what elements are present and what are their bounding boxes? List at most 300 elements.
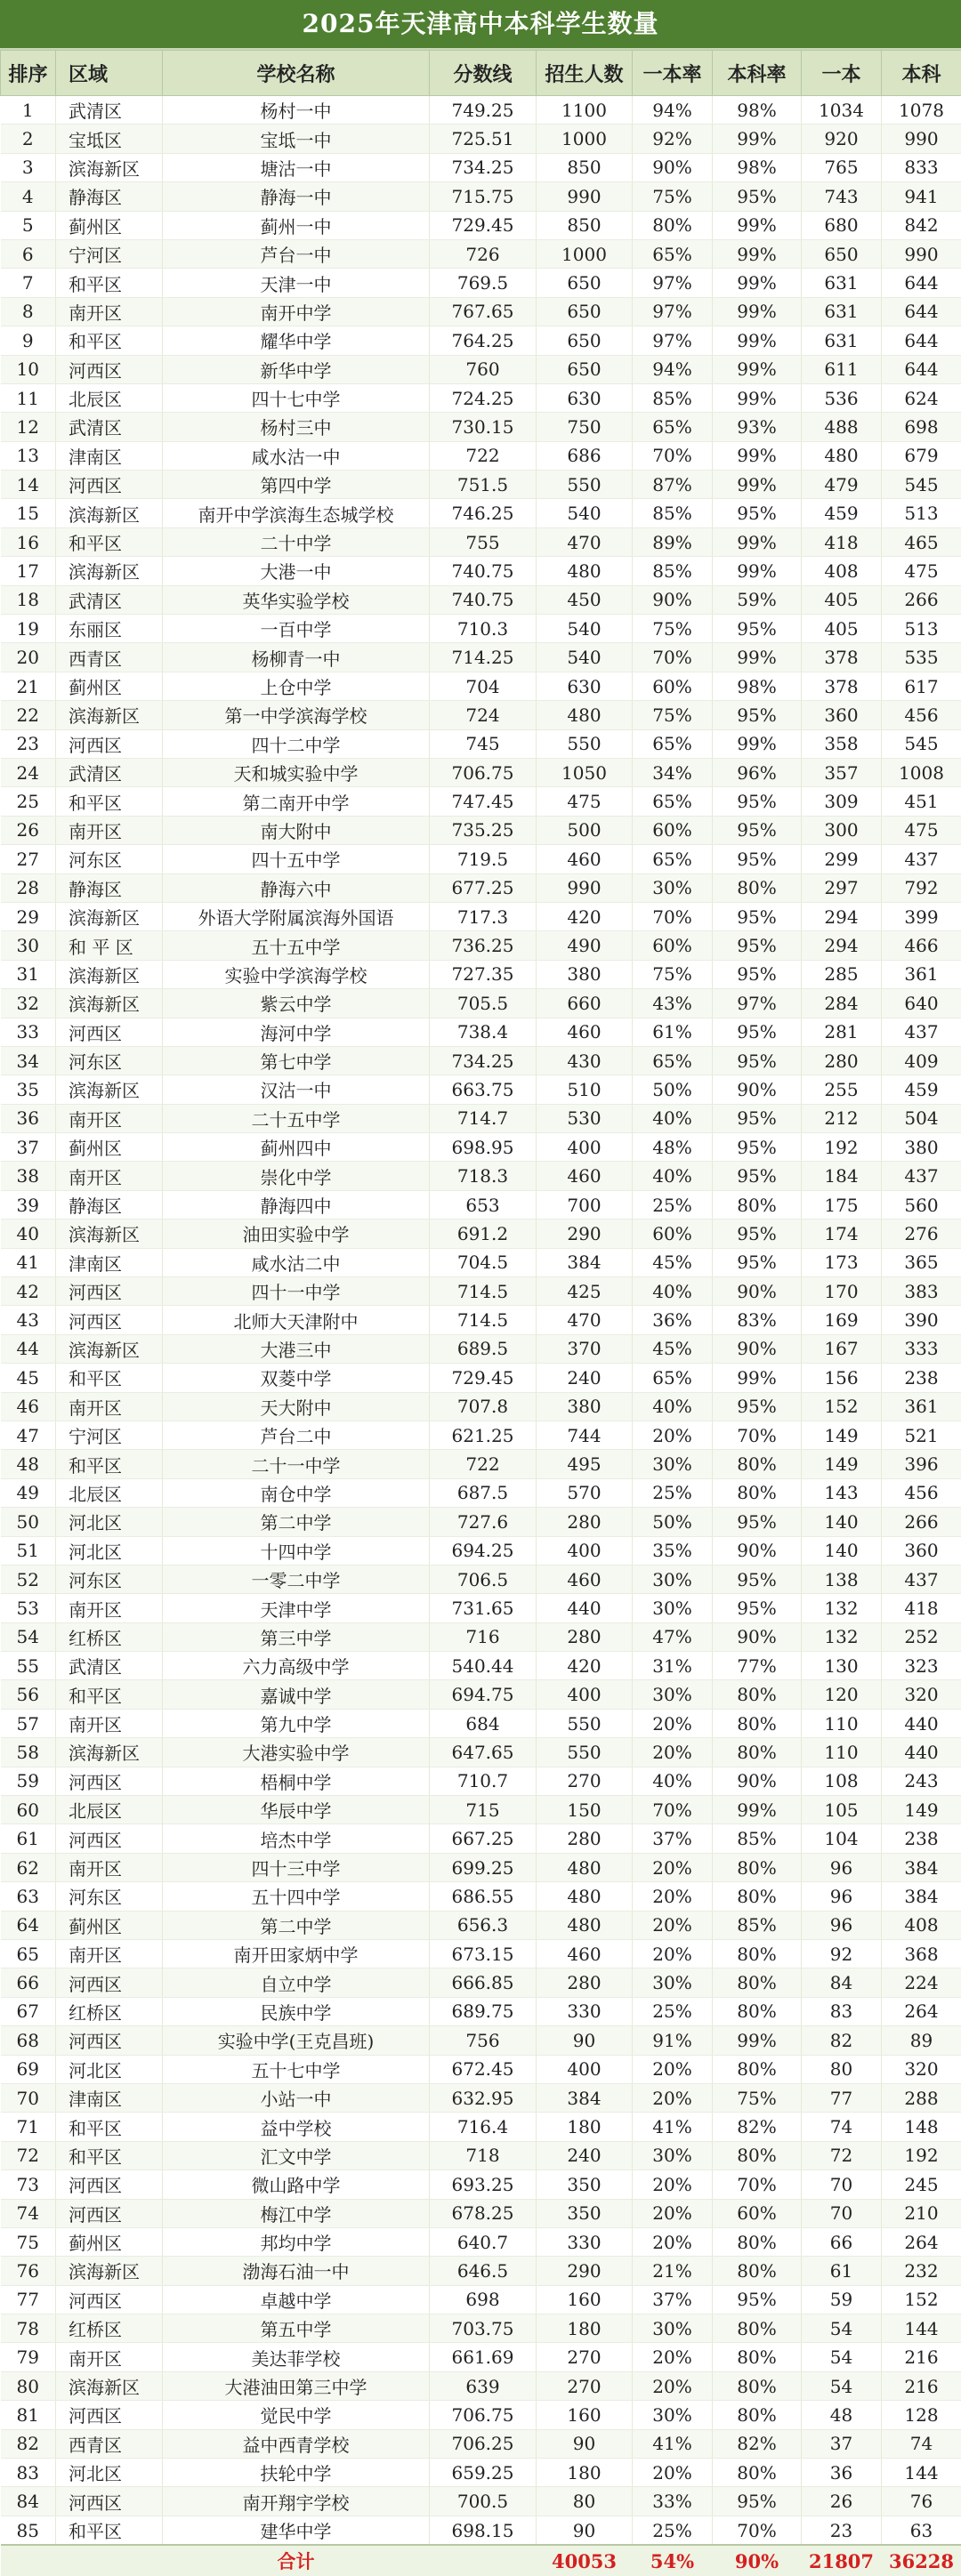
- cell-tier1-rate: 47%: [633, 1622, 713, 1651]
- cell-district: 和平区: [56, 2113, 163, 2141]
- cell-rank: 73: [1, 2170, 56, 2199]
- cell-enrollment: 90: [537, 2026, 633, 2055]
- cell-enrollment: 490: [537, 931, 633, 960]
- header-rank: 排序: [1, 51, 56, 96]
- cell-cutoff: 740.75: [430, 557, 537, 585]
- cell-district: 东丽区: [56, 615, 163, 643]
- cell-undergrad-rate: 99%: [713, 211, 802, 239]
- cell-undergrad-rate: 80%: [713, 1882, 802, 1911]
- cell-tier1-rate: 97%: [633, 269, 713, 297]
- cell-undergrad-rate: 90%: [713, 1334, 802, 1363]
- cell-undergrad: 365: [882, 1248, 961, 1276]
- cell-district: 河东区: [56, 845, 163, 873]
- table-row: [1, 2199, 961, 2227]
- table-row: [1, 816, 961, 844]
- cell-undergrad: 243: [882, 1767, 961, 1795]
- cell-rank: 29: [1, 902, 56, 930]
- cell-district: 南开区: [56, 1162, 163, 1190]
- cell-tier1-rate: 75%: [633, 182, 713, 211]
- cell-cutoff: 540.44: [430, 1652, 537, 1680]
- cell-school: 大港实验中学: [163, 1738, 430, 1767]
- cell-school: 益中西青学校: [163, 2429, 430, 2458]
- cell-district: 南开区: [56, 297, 163, 326]
- cell-school: 英华实验学校: [163, 585, 430, 614]
- cell-tier1-rate: 48%: [633, 1133, 713, 1162]
- cell-tier1-rate: 85%: [633, 557, 713, 585]
- table-row: [1, 1392, 961, 1421]
- header-district: 区域: [56, 51, 163, 96]
- cell-district: 津南区: [56, 1248, 163, 1276]
- cell-district: 河西区: [56, 1968, 163, 1997]
- cell-cutoff: 751.5: [430, 471, 537, 499]
- cell-district: 北辰区: [56, 383, 163, 412]
- cell-undergrad: 624: [882, 383, 961, 412]
- cell-enrollment: 460: [537, 1940, 633, 1968]
- cell-cutoff: 632.95: [430, 2083, 537, 2112]
- cell-school: 华辰中学: [163, 1796, 430, 1824]
- table-row: [1, 1421, 961, 1449]
- cell-district: 红桥区: [56, 1622, 163, 1651]
- cell-undergrad-rate: 98%: [713, 96, 802, 125]
- cell-enrollment: 475: [537, 787, 633, 816]
- cell-undergrad: 390: [882, 1306, 961, 1334]
- cell-school: 二十中学: [163, 527, 430, 556]
- cell-tier1-rate: 65%: [633, 239, 713, 268]
- table-row: [1, 1853, 961, 1881]
- cell-tier1: 255: [802, 1075, 882, 1104]
- cell-enrollment: 1000: [537, 125, 633, 153]
- cell-tier1-rate: 50%: [633, 1508, 713, 1536]
- cell-district: 西青区: [56, 643, 163, 672]
- cell-tier1: 309: [802, 787, 882, 816]
- cell-enrollment: 1000: [537, 239, 633, 268]
- cell-rank: 39: [1, 1190, 56, 1219]
- cell-undergrad: 149: [882, 1796, 961, 1824]
- cell-undergrad: 990: [882, 125, 961, 153]
- cell-district: 滨海新区: [56, 557, 163, 585]
- cell-tier1: 83: [802, 1997, 882, 2025]
- cell-school: 南开翔宇学校: [163, 2487, 430, 2516]
- cell-undergrad: 440: [882, 1709, 961, 1737]
- cell-tier1: 84: [802, 1968, 882, 1997]
- table-row: [1, 2371, 961, 2400]
- cell-tier1: 77: [802, 2083, 882, 2112]
- cell-enrollment: 350: [537, 2199, 633, 2227]
- cell-tier1: 82: [802, 2026, 882, 2055]
- table-row: [1, 1306, 961, 1334]
- table-row: [1, 1565, 961, 1593]
- cell-undergrad: 440: [882, 1738, 961, 1767]
- cell-tier1: 631: [802, 297, 882, 326]
- cell-tier1-rate: 37%: [633, 1824, 713, 1853]
- cell-undergrad-rate: 99%: [713, 383, 802, 412]
- cell-undergrad: 456: [882, 1478, 961, 1507]
- cell-tier1-rate: 60%: [633, 816, 713, 844]
- cell-tier1-rate: 30%: [633, 2314, 713, 2343]
- cell-rank: 52: [1, 1565, 56, 1593]
- cell-district: 滨海新区: [56, 153, 163, 181]
- cell-cutoff: 705.5: [430, 989, 537, 1018]
- cell-school: 四十五中学: [163, 845, 430, 873]
- cell-tier1: 611: [802, 355, 882, 383]
- cell-school: 四十七中学: [163, 383, 430, 412]
- cell-enrollment: 400: [537, 1680, 633, 1709]
- cell-rank: 26: [1, 816, 56, 844]
- cell-district: 北辰区: [56, 1796, 163, 1824]
- cell-tier1-rate: 87%: [633, 471, 713, 499]
- cell-district: 河北区: [56, 2055, 163, 2083]
- cell-cutoff: 621.25: [430, 1421, 537, 1449]
- cell-enrollment: 750: [537, 413, 633, 441]
- cell-cutoff: 718: [430, 2141, 537, 2169]
- cell-rank: 85: [1, 2516, 56, 2545]
- cell-undergrad-rate: 80%: [713, 1450, 802, 1478]
- cell-enrollment: 460: [537, 1162, 633, 1190]
- table-row: [1, 1104, 961, 1132]
- cell-cutoff: 724: [430, 701, 537, 729]
- cell-cutoff: 699.25: [430, 1853, 537, 1881]
- cell-undergrad: 245: [882, 2170, 961, 2199]
- cell-district: 和平区: [56, 326, 163, 355]
- cell-tier1: 192: [802, 1133, 882, 1162]
- cell-tier1: 110: [802, 1738, 882, 1767]
- table-row: [1, 902, 961, 930]
- cell-undergrad: 456: [882, 701, 961, 729]
- cell-school: 十四中学: [163, 1536, 430, 1565]
- cell-school: 咸水沽二中: [163, 1248, 430, 1276]
- table-row: [1, 1911, 961, 1939]
- cell-undergrad-rate: 95%: [713, 1018, 802, 1046]
- table-row: [1, 1508, 961, 1536]
- cell-enrollment: 290: [537, 1220, 633, 1248]
- cell-tier1: 74: [802, 2113, 882, 2141]
- cell-enrollment: 460: [537, 845, 633, 873]
- cell-cutoff: 722: [430, 441, 537, 470]
- cell-undergrad: 409: [882, 1046, 961, 1075]
- cell-undergrad-rate: 95%: [713, 1565, 802, 1593]
- cell-district: 蓟州区: [56, 2227, 163, 2256]
- cell-undergrad: 360: [882, 1536, 961, 1565]
- cell-cutoff: 706.75: [430, 2401, 537, 2429]
- cell-rank: 8: [1, 297, 56, 326]
- cell-undergrad-rate: 99%: [713, 125, 802, 153]
- table-row: [1, 527, 961, 556]
- cell-cutoff: 663.75: [430, 1075, 537, 1104]
- cell-rank: 35: [1, 1075, 56, 1104]
- cell-tier1-rate: 30%: [633, 1680, 713, 1709]
- cell-undergrad-rate: 83%: [713, 1306, 802, 1334]
- cell-tier1: 680: [802, 211, 882, 239]
- cell-tier1: 26: [802, 2487, 882, 2516]
- cell-undergrad: 644: [882, 326, 961, 355]
- cell-cutoff: 725.51: [430, 125, 537, 153]
- cell-rank: 56: [1, 1680, 56, 1709]
- table-row: [1, 931, 961, 960]
- cell-undergrad: 644: [882, 269, 961, 297]
- cell-school: 微山路中学: [163, 2170, 430, 2199]
- cell-tier1: 61: [802, 2257, 882, 2285]
- cell-school: 一零二中学: [163, 1565, 430, 1593]
- cell-undergrad-rate: 80%: [713, 2371, 802, 2400]
- table-row: [1, 153, 961, 181]
- cell-cutoff: 686.55: [430, 1882, 537, 1911]
- cell-enrollment: 460: [537, 1565, 633, 1593]
- cell-tier1: 488: [802, 413, 882, 441]
- cell-school: 南仓中学: [163, 1478, 430, 1507]
- cell-school: 天和城实验中学: [163, 758, 430, 786]
- cell-enrollment: 180: [537, 2314, 633, 2343]
- table-row: [1, 758, 961, 786]
- cell-enrollment: 660: [537, 989, 633, 1018]
- cell-rank: 47: [1, 1421, 56, 1449]
- cell-tier1: 299: [802, 845, 882, 873]
- cell-rank: 28: [1, 873, 56, 902]
- cell-cutoff: 767.65: [430, 297, 537, 326]
- cell-undergrad-rate: 85%: [713, 1824, 802, 1853]
- table-row: [1, 2141, 961, 2169]
- cell-undergrad: 437: [882, 1565, 961, 1593]
- cell-enrollment: 990: [537, 873, 633, 902]
- cell-school: 海河中学: [163, 1018, 430, 1046]
- cell-district: 和平区: [56, 2141, 163, 2169]
- cell-undergrad: 323: [882, 1652, 961, 1680]
- cell-undergrad: 396: [882, 1450, 961, 1478]
- cell-enrollment: 540: [537, 499, 633, 527]
- cell-school: 大港一中: [163, 557, 430, 585]
- table-row: [1, 1133, 961, 1162]
- table-row: [1, 2487, 961, 2516]
- cell-rank: 1: [1, 96, 56, 125]
- cell-undergrad-rate: 80%: [713, 2227, 802, 2256]
- cell-undergrad-rate: 95%: [713, 1133, 802, 1162]
- cell-district: 南开区: [56, 1392, 163, 1421]
- cell-undergrad-rate: 82%: [713, 2429, 802, 2458]
- cell-rank: 25: [1, 787, 56, 816]
- cell-cutoff: 730.15: [430, 413, 537, 441]
- cell-district: 宁河区: [56, 239, 163, 268]
- cell-tier1-rate: 20%: [633, 1853, 713, 1881]
- cell-school: 实验中学(王克昌班): [163, 2026, 430, 2055]
- cell-undergrad-rate: 80%: [713, 2257, 802, 2285]
- cell-enrollment: 650: [537, 297, 633, 326]
- table-row: [1, 2170, 961, 2199]
- cell-rank: 20: [1, 643, 56, 672]
- table-title: 2025年天津高中本科学生数量: [0, 0, 961, 50]
- cell-cutoff: 734.25: [430, 1046, 537, 1075]
- cell-rank: 77: [1, 2285, 56, 2314]
- table-row: [1, 2257, 961, 2285]
- cell-cutoff: 673.15: [430, 1940, 537, 1968]
- cell-district: 河东区: [56, 1046, 163, 1075]
- cell-undergrad-rate: 95%: [713, 1594, 802, 1622]
- cell-tier1: 360: [802, 701, 882, 729]
- cell-enrollment: 280: [537, 1824, 633, 1853]
- cell-school: 静海六中: [163, 873, 430, 902]
- cell-undergrad: 192: [882, 2141, 961, 2169]
- cell-undergrad: 152: [882, 2285, 961, 2314]
- cell-undergrad: 361: [882, 1392, 961, 1421]
- table-row: [1, 989, 961, 1018]
- cell-tier1: 54: [802, 2371, 882, 2400]
- cell-rank: 36: [1, 1104, 56, 1132]
- cell-cutoff: 689.75: [430, 1997, 537, 2025]
- header-cutoff-score: 分数线: [430, 51, 537, 96]
- cell-tier1: 765: [802, 153, 882, 181]
- cell-enrollment: 1050: [537, 758, 633, 786]
- cell-undergrad: 475: [882, 557, 961, 585]
- cell-enrollment: 850: [537, 153, 633, 181]
- cell-district: 蓟州区: [56, 1133, 163, 1162]
- cell-undergrad-rate: 90%: [713, 1277, 802, 1306]
- cell-district: 武清区: [56, 96, 163, 125]
- cell-rank: 4: [1, 182, 56, 211]
- total-undergrad-rate: 90%: [713, 2545, 802, 2576]
- table-row: [1, 1075, 961, 1104]
- table-row: [1, 1709, 961, 1737]
- cell-rank: 13: [1, 441, 56, 470]
- cell-tier1: 1034: [802, 96, 882, 125]
- table-row: [1, 1450, 961, 1478]
- cell-cutoff: 704: [430, 672, 537, 700]
- cell-tier1: 405: [802, 615, 882, 643]
- cell-undergrad: 459: [882, 1075, 961, 1104]
- cell-undergrad: 466: [882, 931, 961, 960]
- cell-cutoff: 640.7: [430, 2227, 537, 2256]
- cell-undergrad-rate: 95%: [713, 1046, 802, 1075]
- cell-tier1-rate: 20%: [633, 1709, 713, 1737]
- cell-tier1: 169: [802, 1306, 882, 1334]
- cell-district: 河西区: [56, 1767, 163, 1795]
- cell-rank: 62: [1, 1853, 56, 1881]
- cell-tier1-rate: 80%: [633, 211, 713, 239]
- cell-rank: 7: [1, 269, 56, 297]
- cell-undergrad: 238: [882, 1824, 961, 1853]
- cell-tier1: 48: [802, 2401, 882, 2429]
- cell-district: 武清区: [56, 1652, 163, 1680]
- cell-undergrad-rate: 80%: [713, 1738, 802, 1767]
- cell-enrollment: 160: [537, 2285, 633, 2314]
- cell-district: 河西区: [56, 1824, 163, 1853]
- cell-district: 滨海新区: [56, 902, 163, 930]
- cell-district: 河西区: [56, 1018, 163, 1046]
- cell-district: 和平区: [56, 1450, 163, 1478]
- cell-cutoff: 678.25: [430, 2199, 537, 2227]
- cell-cutoff: 710.7: [430, 1767, 537, 1795]
- cell-tier1: 167: [802, 1334, 882, 1363]
- cell-tier1: 650: [802, 239, 882, 268]
- cell-school: 五十七中学: [163, 2055, 430, 2083]
- cell-school: 第二中学: [163, 1508, 430, 1536]
- cell-undergrad-rate: 90%: [713, 1622, 802, 1651]
- table-row: [1, 2429, 961, 2458]
- cell-undergrad: 89: [882, 2026, 961, 2055]
- cell-rank: 40: [1, 1220, 56, 1248]
- cell-tier1-rate: 89%: [633, 527, 713, 556]
- cell-tier1: 140: [802, 1508, 882, 1536]
- cell-enrollment: 630: [537, 383, 633, 412]
- cell-district: 蓟州区: [56, 211, 163, 239]
- cell-undergrad: 644: [882, 355, 961, 383]
- cell-enrollment: 630: [537, 672, 633, 700]
- cell-undergrad-rate: 95%: [713, 816, 802, 844]
- cell-tier1: 743: [802, 182, 882, 211]
- cell-district: 津南区: [56, 441, 163, 470]
- cell-tier1-rate: 40%: [633, 1392, 713, 1421]
- table-row: [1, 1277, 961, 1306]
- cell-undergrad-rate: 80%: [713, 873, 802, 902]
- cell-cutoff: 738.4: [430, 1018, 537, 1046]
- cell-undergrad-rate: 80%: [713, 1853, 802, 1881]
- cell-school: 第七中学: [163, 1046, 430, 1075]
- cell-cutoff: 714.7: [430, 1104, 537, 1132]
- cell-undergrad: 76: [882, 2487, 961, 2516]
- cell-district: 和平区: [56, 787, 163, 816]
- table-row: [1, 326, 961, 355]
- cell-undergrad: 383: [882, 1277, 961, 1306]
- cell-cutoff: 717.3: [430, 902, 537, 930]
- cell-tier1-rate: 20%: [633, 2055, 713, 2083]
- cell-undergrad: 437: [882, 1018, 961, 1046]
- cell-tier1-rate: 65%: [633, 845, 713, 873]
- cell-undergrad-rate: 80%: [713, 1940, 802, 1968]
- cell-tier1-rate: 92%: [633, 125, 713, 153]
- cell-enrollment: 686: [537, 441, 633, 470]
- cell-rank: 76: [1, 2257, 56, 2285]
- cell-undergrad: 252: [882, 1622, 961, 1651]
- cell-undergrad: 320: [882, 1680, 961, 1709]
- cell-undergrad-rate: 95%: [713, 615, 802, 643]
- cell-tier1: 70: [802, 2170, 882, 2199]
- table-row: [1, 2227, 961, 2256]
- cell-rank: 64: [1, 1911, 56, 1939]
- cell-undergrad-rate: 80%: [713, 2459, 802, 2487]
- cell-cutoff: 707.8: [430, 1392, 537, 1421]
- cell-cutoff: 724.25: [430, 383, 537, 412]
- header-school: 学校名称: [163, 51, 430, 96]
- cell-undergrad: 361: [882, 960, 961, 988]
- table-row: [1, 1997, 961, 2025]
- cell-district: 滨海新区: [56, 989, 163, 1018]
- cell-undergrad: 513: [882, 499, 961, 527]
- cell-undergrad-rate: 70%: [713, 2170, 802, 2199]
- cell-rank: 49: [1, 1478, 56, 1507]
- cell-enrollment: 495: [537, 1450, 633, 1478]
- table-row: [1, 787, 961, 816]
- cell-enrollment: 400: [537, 1133, 633, 1162]
- cell-cutoff: 719.5: [430, 845, 537, 873]
- cell-undergrad-rate: 99%: [713, 239, 802, 268]
- cell-undergrad-rate: 80%: [713, 2343, 802, 2371]
- cell-cutoff: 716.4: [430, 2113, 537, 2141]
- cell-undergrad: 990: [882, 239, 961, 268]
- table-row: [1, 2083, 961, 2112]
- cell-district: 河西区: [56, 2487, 163, 2516]
- cell-school: 崇化中学: [163, 1162, 430, 1190]
- cell-undergrad: 698: [882, 413, 961, 441]
- cell-school: 二十一中学: [163, 1450, 430, 1478]
- cell-rank: 2: [1, 125, 56, 153]
- cell-district: 西青区: [56, 2429, 163, 2458]
- cell-tier1: 212: [802, 1104, 882, 1132]
- cell-enrollment: 650: [537, 326, 633, 355]
- cell-tier1: 59: [802, 2285, 882, 2314]
- cell-district: 静海区: [56, 182, 163, 211]
- cell-undergrad: 128: [882, 2401, 961, 2429]
- cell-cutoff: 760: [430, 355, 537, 383]
- cell-enrollment: 480: [537, 701, 633, 729]
- table-row: [1, 1940, 961, 1968]
- table-row: [1, 182, 961, 211]
